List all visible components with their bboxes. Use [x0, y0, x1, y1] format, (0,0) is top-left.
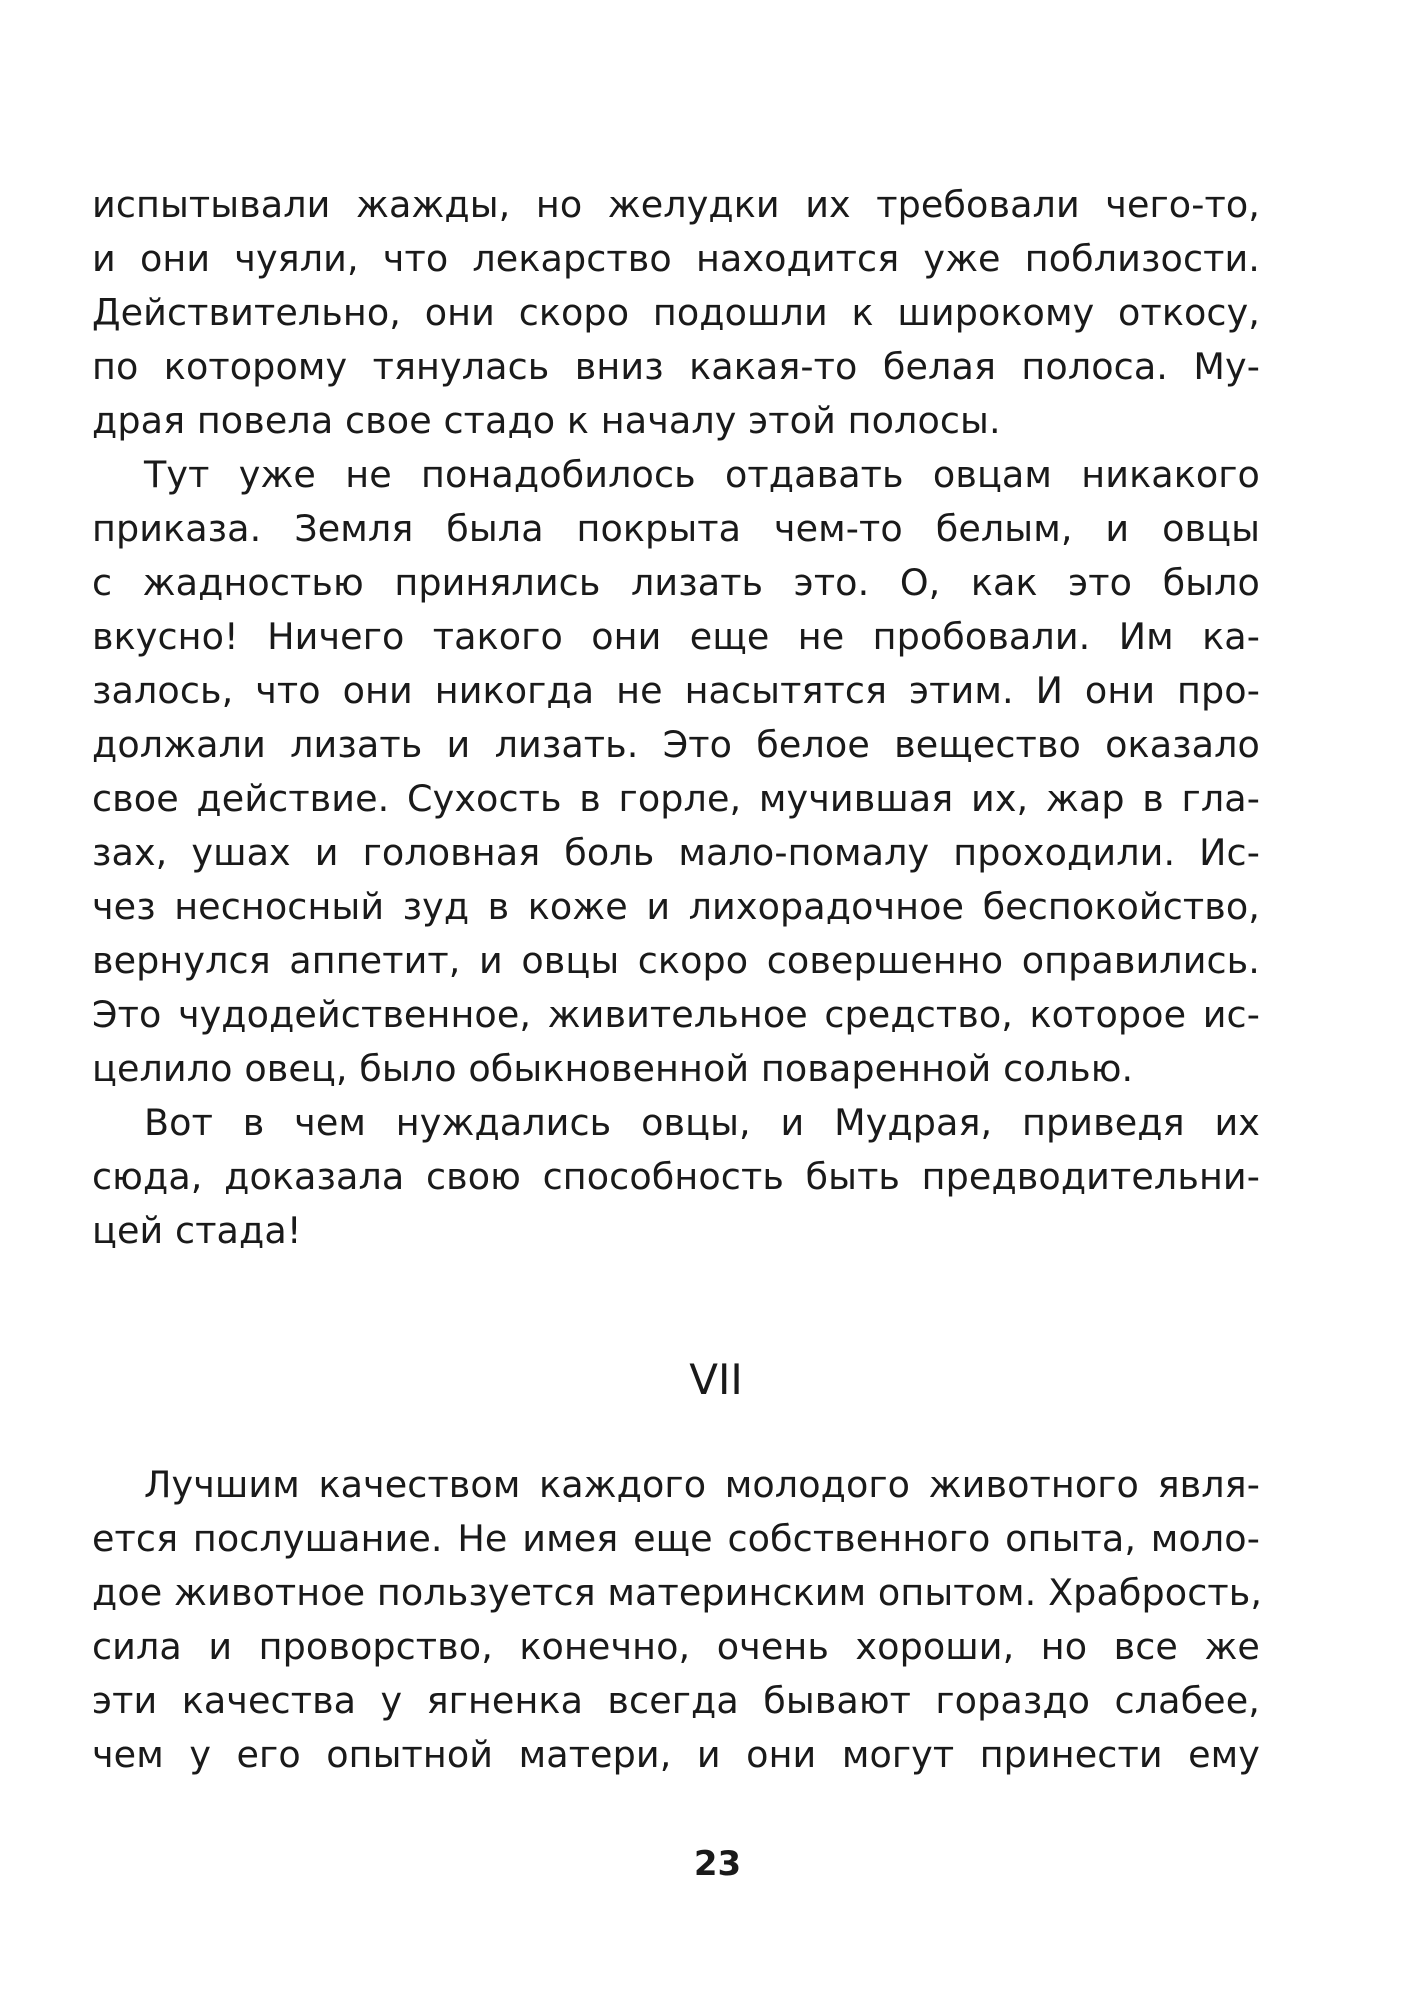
text-line: и они чуяли, что лекарство находится уже поблизости.: [92, 237, 1260, 280]
text-line: сила и проворство, конечно, очень хороши, но все же: [92, 1625, 1260, 1668]
text-line: целило овец, было обыкновенной поваренной солью.: [92, 1047, 1134, 1090]
text-block-bottom: [92, 1458, 1263, 1782]
text-block-top: [92, 178, 1260, 1258]
text-line: вкусно! Ничего такого они еще не пробовали. Им ка-: [92, 615, 1260, 658]
page-number: 23: [693, 1844, 742, 1884]
text-line: по которому тянулась вниз какая-то белая полоса. Му-: [92, 345, 1260, 388]
text-line: приказа. Земля была покрыта чем-то белым, и овцы: [92, 507, 1260, 550]
text-line: чез несносный зуд в коже и лихорадочное беспокойство,: [92, 885, 1260, 928]
text-line: вернулся аппетит, и овцы скоро совершенно оправились.: [92, 939, 1260, 982]
text-line: чем у его опытной матери, и они могут принести ему: [92, 1733, 1260, 1776]
text-line: Тут уже не понадобилось отдавать овцам никакого: [144, 453, 1260, 496]
text-line: залось, что они никогда не насытятся этим. И они про-: [92, 669, 1260, 712]
text-line: Это чудодейственное, живительное средство, которое ис-: [92, 993, 1260, 1036]
text-line: должали лизать и лизать. Это белое вещество оказало: [92, 723, 1260, 766]
book-page: [92, 178, 1263, 1776]
text-line: свое действие. Сухость в горле, мучившая их, жар в гла-: [92, 777, 1260, 820]
text-line: драя повела свое стадо к началу этой полосы.: [92, 399, 1001, 442]
text-line: Вот в чем нуждались овцы, и Мудрая, приведя их: [144, 1101, 1260, 1144]
text-line: эти качества у ягненка всегда бывают гораздо слабее,: [92, 1679, 1260, 1722]
text-line: зах, ушах и головная боль мало-помалу проходили. Ис-: [92, 831, 1260, 874]
chapter-heading: VII: [689, 1355, 743, 1404]
text-line: испытывали жажды, но желудки их требовали чего-то,: [92, 183, 1260, 226]
text-line: Лучшим качеством каждого молодого животного явля-: [144, 1463, 1260, 1506]
text-line: цей стада!: [92, 1209, 302, 1252]
text-line: Действительно, они скоро подошли к широкому откосу,: [92, 291, 1260, 334]
text-line: с жадностью принялись лизать это. О, как это было: [92, 561, 1260, 604]
text-line: дое животное пользуется материнским опытом. Храбрость,: [92, 1571, 1263, 1614]
text-line: сюда, доказала свою способность быть предводительни-: [92, 1155, 1260, 1198]
text-line: ется послушание. Не имея еще собственного опыта, моло-: [92, 1517, 1260, 1560]
